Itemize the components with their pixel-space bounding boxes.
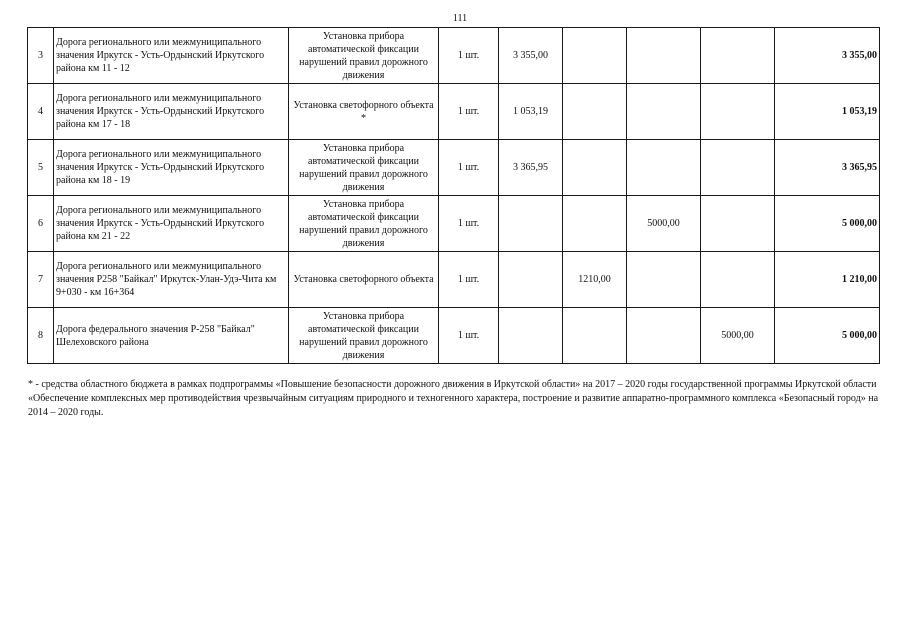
work-description: Установка прибора автоматической фиксации нарушений правил дорожного движения [289, 140, 439, 196]
quantity: 1 шт. [439, 28, 499, 84]
page-number: 111 [452, 13, 468, 24]
value-col-1 [499, 308, 563, 364]
value-col-1: 3 365,95 [499, 140, 563, 196]
row-total: 5 000,00 [775, 196, 880, 252]
quantity: 1 шт. [439, 252, 499, 308]
value-col-3 [627, 308, 701, 364]
work-description: Установка прибора автоматической фиксации нарушений правил дорожного движения [289, 28, 439, 84]
road-name: Дорога регионального или межмуниципального значения Иркутск - Усть-Ордынский Иркутского района км 18 - 19 [54, 140, 289, 196]
row-number: 3 [28, 28, 54, 84]
value-col-3 [627, 28, 701, 84]
footnote: * - средства областного бюджета в рамках подпрограммы «Повышение безопасности дорожного движения в Иркутской области» на 2017 – 2020 годы государственной программы Иркутской области «Обеспечение комплексных мер противодействия чрезвычайным ситуациям природного и техногенного характера, построение и развитие аппаратно-программного комплекса «Безопасный город» на 2014 – 2020 годы. [28, 379, 879, 418]
road-name: Дорога регионального или межмуниципального значения Иркутск - Усть-Ордынский Иркутского района км 17 - 18 [54, 84, 289, 140]
road-name: Дорога регионального или межмуниципального значения Иркутск - Усть-Ордынский Иркутского района км 11 - 12 [54, 28, 289, 84]
table-row [28, 28, 880, 84]
value-col-4 [701, 196, 775, 252]
work-description: Установка прибора автоматической фиксации нарушений правил дорожного движения [289, 308, 439, 364]
row-number: 8 [28, 308, 54, 364]
value-col-4 [701, 28, 775, 84]
quantity: 1 шт. [439, 84, 499, 140]
work-description: Установка светофорного объекта * [289, 84, 439, 140]
road-name: Дорога регионального или межмуниципального значения Р258 "Байкал" Иркутск-Улан-Удэ-Чита км 9+030 - км 16+364 [54, 252, 289, 308]
value-col-4 [701, 84, 775, 140]
row-total: 3 355,00 [775, 28, 880, 84]
work-description: Установка прибора автоматической фиксации нарушений правил дорожного движения [289, 196, 439, 252]
row-number: 5 [28, 140, 54, 196]
value-col-2 [563, 84, 627, 140]
row-number: 4 [28, 84, 54, 140]
row-total: 5 000,00 [775, 308, 880, 364]
road-name: Дорога регионального или межмуниципального значения Иркутск - Усть-Ордынский Иркутского района км 21 - 22 [54, 196, 289, 252]
value-col-1 [499, 252, 563, 308]
value-col-1 [499, 196, 563, 252]
value-col-4 [701, 252, 775, 308]
table-row [28, 140, 880, 196]
value-col-3 [627, 252, 701, 308]
value-col-2 [563, 140, 627, 196]
row-number: 7 [28, 252, 54, 308]
row-total: 1 053,19 [775, 84, 880, 140]
value-col-2 [563, 28, 627, 84]
table-row [28, 308, 880, 364]
quantity: 1 шт. [439, 140, 499, 196]
value-col-2: 1210,00 [563, 252, 627, 308]
row-total: 3 365,95 [775, 140, 880, 196]
value-col-3: 5000,00 [627, 196, 701, 252]
value-col-1: 3 355,00 [499, 28, 563, 84]
row-total: 1 210,00 [775, 252, 880, 308]
value-col-4 [701, 140, 775, 196]
value-col-3 [627, 84, 701, 140]
table-row [28, 252, 880, 308]
value-col-2 [563, 308, 627, 364]
works-table [27, 27, 880, 364]
work-description: Установка светофорного объекта [289, 252, 439, 308]
value-col-1: 1 053,19 [499, 84, 563, 140]
table-row [28, 196, 880, 252]
value-col-4: 5000,00 [701, 308, 775, 364]
value-col-3 [627, 140, 701, 196]
quantity: 1 шт. [439, 308, 499, 364]
road-name: Дорога федерального значения Р-258 "Байкал" Шелеховского района [54, 308, 289, 364]
table-row [28, 84, 880, 140]
row-number: 6 [28, 196, 54, 252]
value-col-2 [563, 196, 627, 252]
quantity: 1 шт. [439, 196, 499, 252]
